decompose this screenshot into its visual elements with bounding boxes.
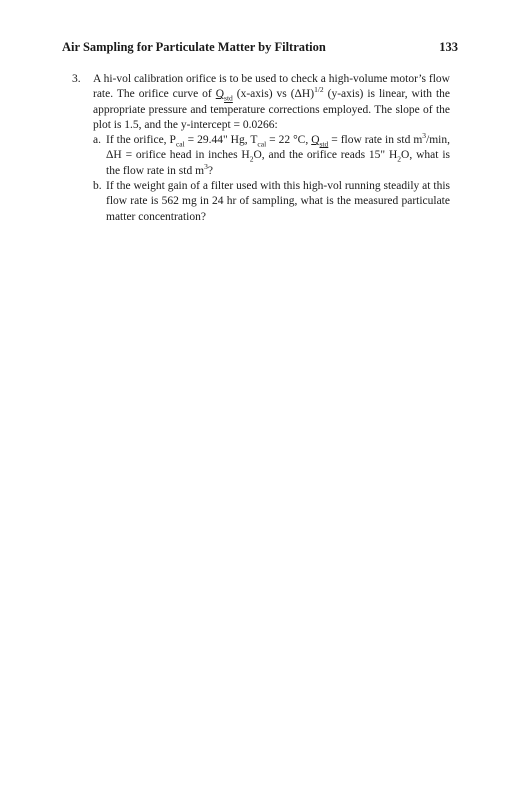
part-b-label: b. [93, 180, 102, 193]
page-number: 133 [439, 40, 458, 54]
running-head [62, 40, 458, 55]
problem-number: 3. [72, 73, 81, 85]
part-b-text: If the weight gain of a filter used with this high-vol running steadily at this flow rate is 562 mg in 24 hr of sampling, what is the measured particulate matter concentration? [106, 180, 450, 223]
part-a-text: If the orifice, $P_{cal} = 29.44$" Hg, $T_{cal} = 22$ °C, $Q_{std}$ = flow rate in std $m^3/\min$, ΔH = orifice head in inches $H_2O$, and the orifice reads 15" $H_2O$, what is the flow rate in std $m^3$? [106, 131, 450, 177]
part-b [93, 179, 450, 225]
problem-3 [72, 72, 450, 225]
part-a-label: a. [93, 134, 101, 147]
chapter-title: Air Sampling for Particulate Matter by Filtration [62, 40, 326, 54]
part-a [93, 133, 450, 179]
problem-intro: A hi-vol calibration orifice is to be used to check a high-volume motor’s flow rate. The orifice curve of $Q_{std}$ (x-axis) vs $(\Delta H)^{1/2}$ (y-axis) is linear, with the appropriate pressure and temperature corrections employed. The slope of the plot is 1.5, and the y-intercept = 0.0266: [93, 73, 450, 131]
